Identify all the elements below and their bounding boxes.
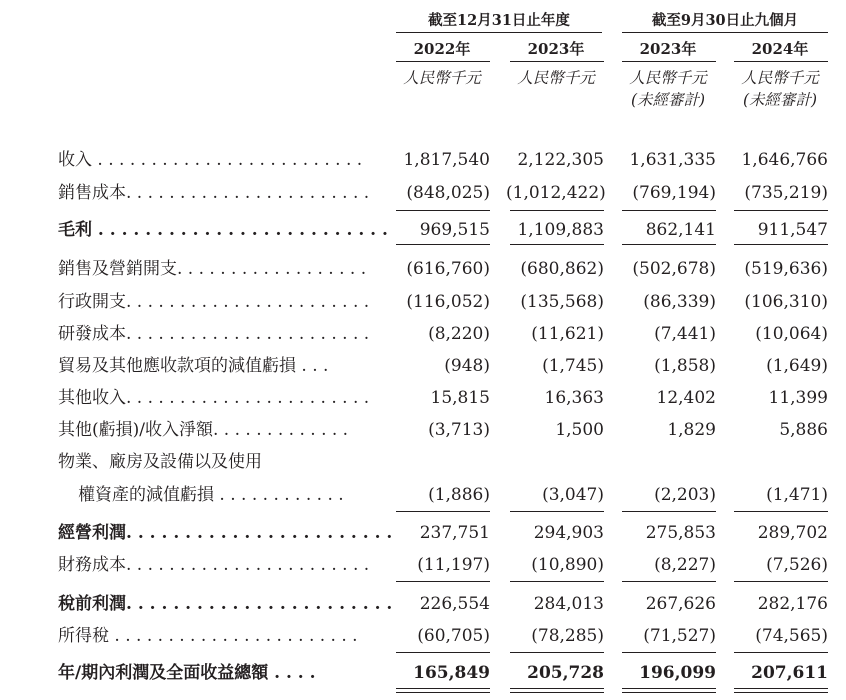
- cell-value: (616,760): [406, 259, 490, 279]
- cell-value: 11,399: [768, 388, 828, 408]
- cell-value: (7,526): [766, 555, 828, 575]
- subtotal-rule: [510, 210, 604, 211]
- cell-value: (74,565): [755, 626, 828, 646]
- row-label: 行政開支. . . . . . . . . . . . . . . . . . . . . . .: [58, 292, 370, 312]
- cell-value: 12,402: [656, 388, 716, 408]
- subtotal-rule: [396, 652, 490, 653]
- subtotal-rule: [510, 244, 604, 245]
- table-row: [0, 178, 846, 208]
- subtotal-rule: [734, 244, 828, 245]
- cell-value: 207,611: [751, 663, 828, 683]
- cell-value: (519,636): [744, 259, 828, 279]
- unit-header: 人民幣千元: [403, 69, 481, 87]
- total-double-rule: [734, 688, 828, 693]
- year-header-2023-nine-months: 2023年: [639, 40, 697, 58]
- cell-value: 2,122,305: [517, 150, 604, 170]
- cell-value: 1,109,883: [517, 220, 604, 240]
- total-double-rule: [510, 688, 604, 693]
- cell-value: 1,631,335: [629, 150, 716, 170]
- cell-value: (8,220): [428, 324, 490, 344]
- subtotal-rule: [622, 244, 716, 245]
- cell-value: (3,713): [428, 420, 490, 440]
- cell-value: 294,903: [533, 523, 604, 543]
- year-rule: [396, 61, 490, 62]
- subtotal-rule: [396, 244, 490, 245]
- cell-value: 237,751: [419, 523, 490, 543]
- row-label: 權資產的減值虧損 . . . . . . . . . . . .: [78, 485, 344, 505]
- cell-value: (78,285): [531, 626, 604, 646]
- subtotal-rule: [622, 581, 716, 582]
- row-label: 其他(虧損)/收入淨額. . . . . . . . . . . . .: [58, 420, 349, 440]
- table-row: [0, 447, 846, 477]
- subtotal-rule: [396, 210, 490, 211]
- cell-value: (769,194): [632, 183, 716, 203]
- unit-header: 人民幣千元 (未經審計): [629, 69, 707, 109]
- table-row-profit-before-tax: [0, 589, 846, 619]
- year-rule: [734, 61, 828, 62]
- cell-value: (680,862): [520, 259, 604, 279]
- cell-value: (2,203): [654, 485, 716, 505]
- cell-value: 165,849: [413, 663, 490, 683]
- total-double-rule: [622, 688, 716, 693]
- cell-value: 205,728: [527, 663, 604, 683]
- cell-value: (948): [444, 356, 490, 376]
- cell-value: 282,176: [757, 594, 828, 614]
- period-header-nine-months: 截至9月30日止九個月: [651, 12, 799, 29]
- table-row: [0, 480, 846, 510]
- row-label: 毛利 . . . . . . . . . . . . . . . . . . . . . . . . .: [58, 220, 388, 240]
- row-label: 其他收入. . . . . . . . . . . . . . . . . . . . . . .: [58, 388, 370, 408]
- cell-value: (8,227): [654, 555, 716, 575]
- cell-value: 196,099: [639, 663, 716, 683]
- cell-value: (11,621): [531, 324, 604, 344]
- cell-value: 15,815: [430, 388, 490, 408]
- cell-value: 16,363: [544, 388, 604, 408]
- cell-value: 1,500: [555, 420, 604, 440]
- cell-value: (735,219): [744, 183, 828, 203]
- row-label: 收入 . . . . . . . . . . . . . . . . . . . . . . . . .: [58, 150, 363, 170]
- cell-value: (10,890): [531, 555, 604, 575]
- cell-value: (1,012,422): [506, 183, 606, 203]
- subtotal-rule: [734, 210, 828, 211]
- cell-value: 5,886: [779, 420, 828, 440]
- cell-value: (10,064): [755, 324, 828, 344]
- row-label: 經營利潤. . . . . . . . . . . . . . . . . . . . . . .: [58, 523, 393, 543]
- subtotal-rule: [510, 511, 604, 512]
- subtotal-rule: [510, 581, 604, 582]
- cell-value: 289,702: [757, 523, 828, 543]
- cell-value: (1,471): [766, 485, 828, 505]
- unit-header: 人民幣千元 (未經審計): [741, 69, 819, 109]
- table-row: [0, 145, 846, 175]
- cell-value: 226,554: [419, 594, 490, 614]
- row-label: 貿易及其他應收款項的減值虧損 . . .: [58, 356, 329, 376]
- table-row: [0, 415, 846, 445]
- cell-value: (1,649): [766, 356, 828, 376]
- year-header-2024-nine-months: 2024年: [751, 40, 809, 58]
- unit-header: 人民幣千元: [517, 69, 595, 87]
- cell-value: (60,705): [417, 626, 490, 646]
- table-row-gross-profit: [0, 215, 846, 245]
- table-row: [0, 621, 846, 651]
- table-row-operating-profit: [0, 518, 846, 548]
- period-header-full-year: 截至12月31日止年度: [428, 12, 570, 29]
- cell-value: (7,441): [654, 324, 716, 344]
- row-label: 稅前利潤. . . . . . . . . . . . . . . . . . . . . . .: [58, 594, 393, 614]
- cell-value: 275,853: [645, 523, 716, 543]
- cell-value: 862,141: [645, 220, 716, 240]
- year-header-2022: 2022年: [413, 40, 471, 58]
- subtotal-rule: [622, 210, 716, 211]
- row-label: 所得稅 . . . . . . . . . . . . . . . . . . . . . . .: [58, 626, 358, 646]
- table-row: [0, 550, 846, 580]
- cell-value: 969,515: [419, 220, 490, 240]
- table-row: [0, 287, 846, 317]
- cell-value: (135,568): [520, 292, 604, 312]
- year-header-2023: 2023年: [527, 40, 585, 58]
- header-rule-nine-months: [622, 32, 828, 33]
- cell-value: (1,858): [654, 356, 716, 376]
- row-label: 銷售成本. . . . . . . . . . . . . . . . . . . . . . .: [58, 183, 370, 203]
- cell-value: 911,547: [757, 220, 828, 240]
- cell-value: 1,817,540: [403, 150, 490, 170]
- total-double-rule: [396, 688, 490, 693]
- cell-value: 267,626: [645, 594, 716, 614]
- cell-value: (11,197): [417, 555, 490, 575]
- row-label: 財務成本. . . . . . . . . . . . . . . . . . . . . . .: [58, 555, 370, 575]
- subtotal-rule: [396, 581, 490, 582]
- cell-value: (106,310): [744, 292, 828, 312]
- subtotal-rule: [396, 511, 490, 512]
- table-row: [0, 254, 846, 284]
- table-row: [0, 319, 846, 349]
- subtotal-rule: [622, 652, 716, 653]
- cell-value: 1,829: [667, 420, 716, 440]
- cell-value: (502,678): [632, 259, 716, 279]
- row-label: 銷售及營銷開支. . . . . . . . . . . . . . . . . .: [58, 259, 367, 279]
- table-row: [0, 351, 846, 381]
- subtotal-rule: [622, 511, 716, 512]
- cell-value: (848,025): [406, 183, 490, 203]
- cell-value: (1,886): [428, 485, 490, 505]
- cell-value: (71,527): [643, 626, 716, 646]
- cell-value: 284,013: [533, 594, 604, 614]
- subtotal-rule: [734, 581, 828, 582]
- table-row: [0, 383, 846, 413]
- table-row-total-comprehensive-income: [0, 658, 846, 688]
- header-rule-full-year: [396, 32, 602, 33]
- cell-value: (86,339): [643, 292, 716, 312]
- row-label: 物業、廠房及設備以及使用: [58, 452, 262, 472]
- cell-value: (116,052): [406, 292, 490, 312]
- cell-value: (3,047): [542, 485, 604, 505]
- row-label: 年/期內利潤及全面收益總額 . . . .: [58, 663, 316, 683]
- cell-value: (1,745): [542, 356, 604, 376]
- year-rule: [622, 61, 716, 62]
- subtotal-rule: [510, 652, 604, 653]
- row-label: 研發成本. . . . . . . . . . . . . . . . . . . . . . .: [58, 324, 370, 344]
- subtotal-rule: [734, 511, 828, 512]
- year-rule: [510, 61, 604, 62]
- subtotal-rule: [734, 652, 828, 653]
- cell-value: 1,646,766: [741, 150, 828, 170]
